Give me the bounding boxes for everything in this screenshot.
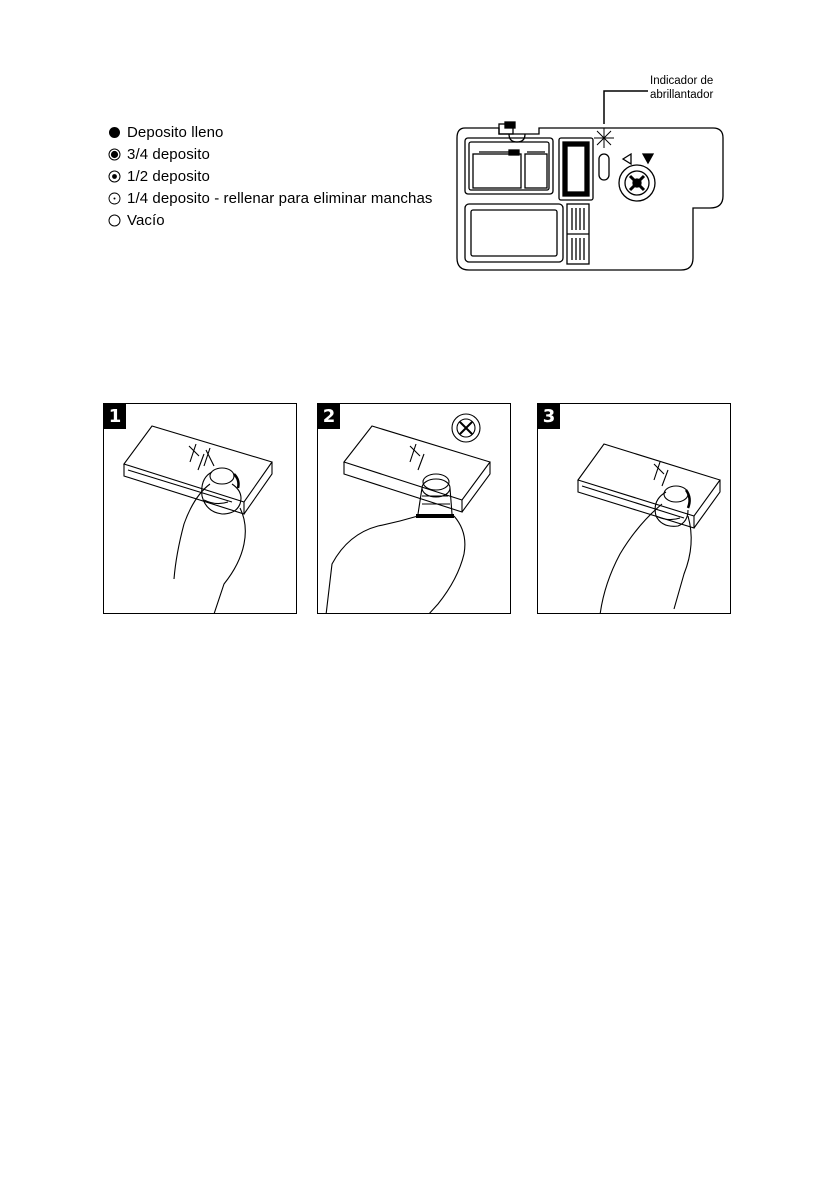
legend-label: 3/4 deposito (127, 145, 210, 163)
legend-item-empty (108, 209, 433, 231)
step-number-badge: 2 (318, 404, 340, 429)
legend-item-half (108, 165, 433, 187)
step-number-badge: 3 (538, 404, 560, 429)
legend-item-full (108, 121, 433, 143)
detergent-dispenser-diagram (455, 86, 725, 276)
legend-label: 1/2 deposito (127, 167, 210, 185)
legend-label: 1/4 deposito - rellenar para eliminar manchas (127, 189, 433, 207)
bottle-filling-illustration (318, 404, 511, 614)
legend-item-three-quarter (108, 143, 433, 165)
callout-line-1: Indicador de (650, 75, 714, 87)
legend-label: Deposito lleno (127, 123, 224, 141)
legend-label: Vacío (127, 211, 165, 229)
hand-opening-cap-illustration (104, 404, 297, 614)
step-panel-3 (537, 403, 731, 614)
half-circle-icon (108, 170, 121, 183)
filled-circle-icon (108, 126, 121, 139)
callout-line-2: abrillantador (650, 89, 714, 101)
step-number-badge: 1 (104, 404, 126, 429)
step-panel-1 (103, 403, 297, 614)
three-quarter-circle-icon (108, 148, 121, 161)
hand-closing-cap-illustration (538, 404, 731, 614)
fill-level-legend (108, 121, 433, 231)
legend-item-quarter (108, 187, 433, 209)
quarter-circle-icon (108, 192, 121, 205)
empty-circle-icon (108, 214, 121, 227)
step-panel-2 (317, 403, 511, 614)
